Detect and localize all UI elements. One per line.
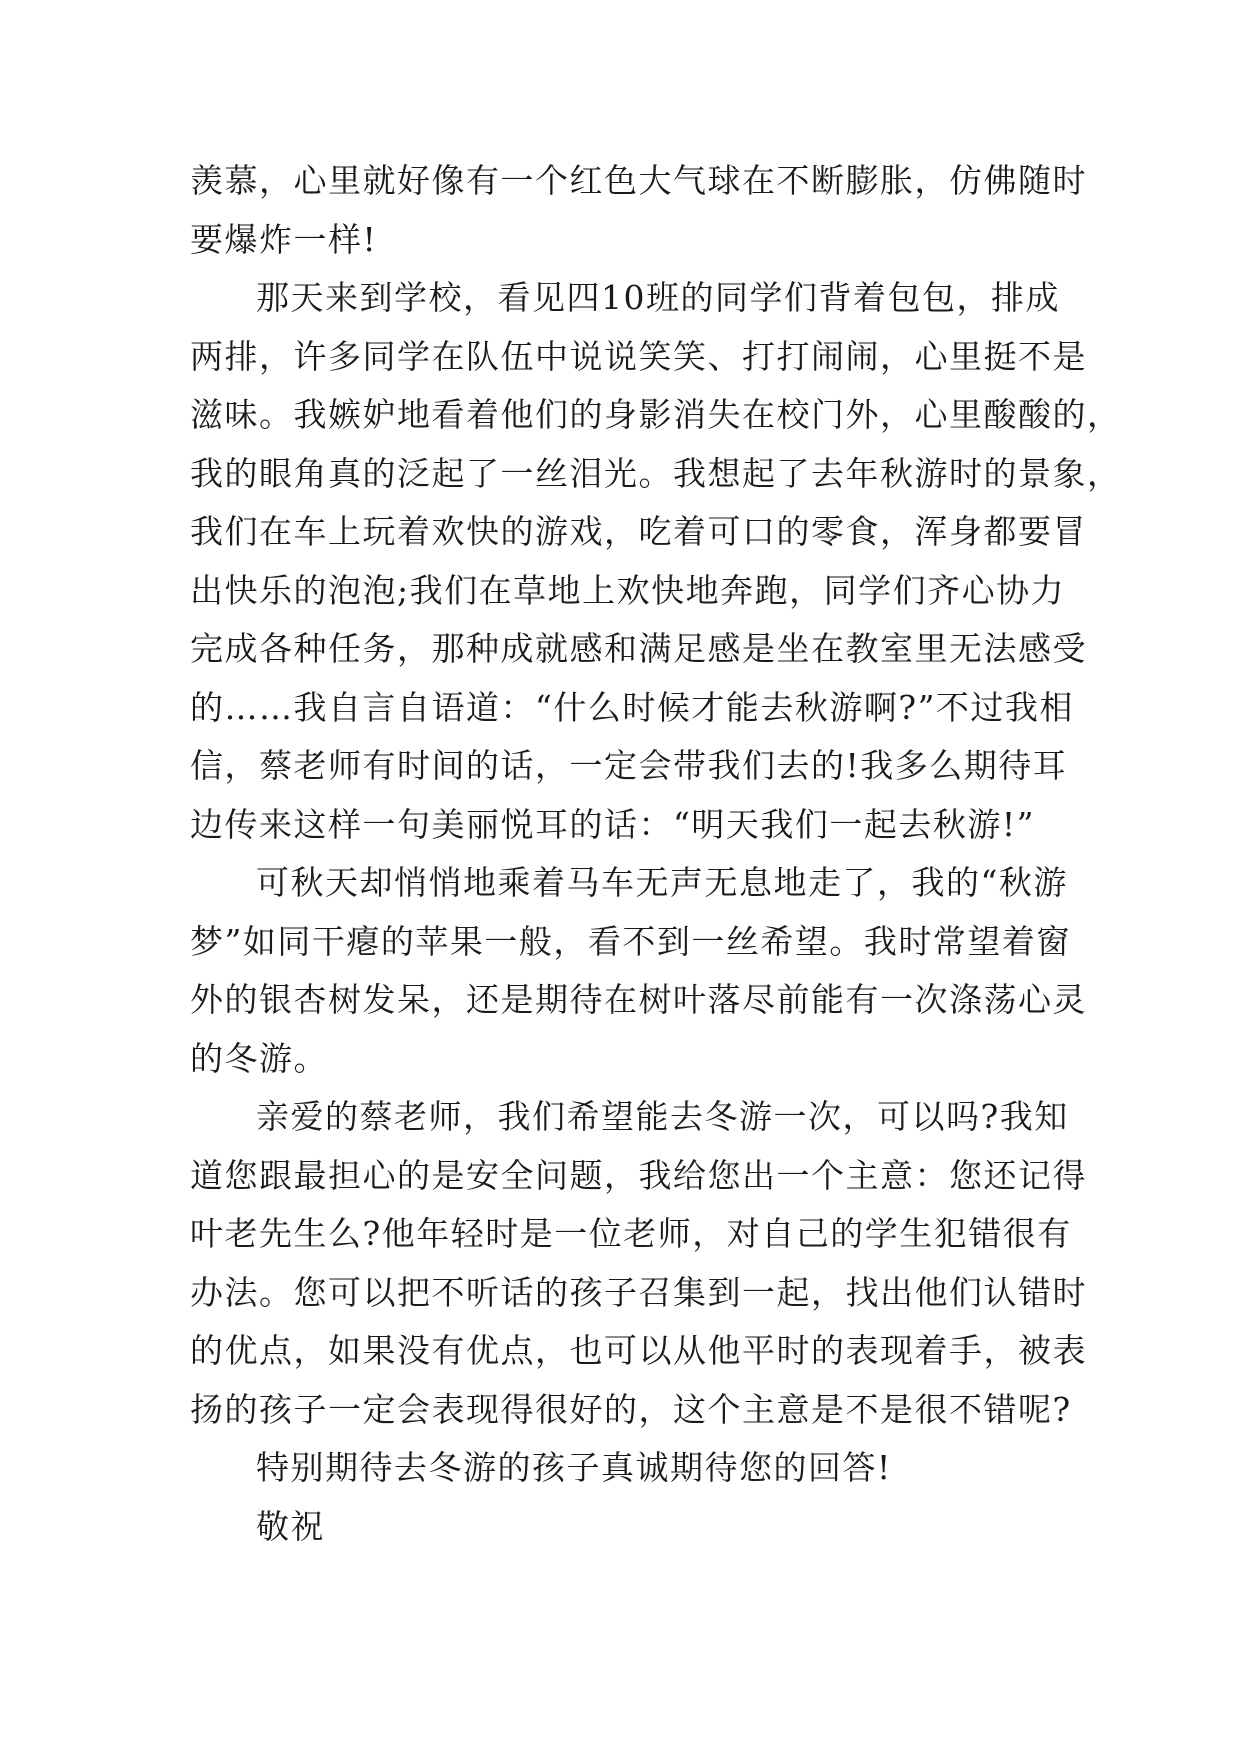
text-line: 扬的孩子一定会表现得很好的，这个主意是不是很不错呢? (190, 1389, 1072, 1429)
text-line: 叶老先生么?他年轻时是一位老师，对自己的学生犯错很有 (190, 1214, 1072, 1253)
letter-body (190, 152, 1122, 1556)
text-line: 办法。您可以把不听话的孩子召集到一起，找出他们认错时 (190, 1272, 1087, 1312)
text-line: 的冬游。 (190, 1038, 328, 1078)
text-line: 特别期待去冬游的孩子真诚期待您的回答! (256, 1448, 892, 1487)
text-line: 滋味。我嫉妒地看着他们的身影消失在校门外，心里酸酸的， (190, 395, 1122, 434)
text-line: 道您跟最担心的是安全问题，我给您出一个主意：您还记得 (190, 1155, 1087, 1195)
text-line: 信，蔡老师有时间的话，一定会带我们去的!我多么期待耳 (190, 746, 1068, 785)
text-line: 可秋天却悄悄地乘着马车无声无息地走了，我的“秋游 (256, 863, 1068, 902)
text-line: 我的眼角真的泛起了一丝泪光。我想起了去年秋游时的景象， (190, 453, 1122, 493)
text-line: 梦”如同干瘪的苹果一般，看不到一丝希望。我时常望着窗 (190, 921, 1071, 961)
text-line: 羡慕，心里就好像有一个红色大气球在不断膨胀，仿佛随时 (190, 161, 1087, 200)
text-line: 外的银杏树发呆，还是期待在树叶落尽前能有一次涤荡心灵 (190, 980, 1087, 1019)
text-line: 边传来这样一句美丽悦耳的话：“明天我们一起去秋游!” (190, 804, 1036, 844)
text-line: 的优点，如果没有优点，也可以从他平时的表现着手，被表 (190, 1331, 1087, 1370)
text-line: 完成各种任务，那种成就感和满足感是坐在教室里无法感受 (190, 629, 1087, 668)
text-line: 我们在车上玩着欢快的游戏，吃着可口的零食，浑身都要冒 (190, 512, 1087, 551)
text-line: 出快乐的泡泡;我们在草地上欢快地奔跑，同学们齐心协力 (190, 570, 1066, 610)
text-line: 的……我自言自语道：“什么时候才能去秋游啊?”不过我相 (190, 687, 1074, 727)
text-line: 两排，许多同学在队伍中说说笑笑、打打闹闹，心里挺不是 (190, 336, 1087, 376)
closing-salutation: 敬祝 (256, 1506, 325, 1546)
text-line: 那天来到学校，看见四10班的同学们背着包包，排成 (256, 278, 1060, 317)
text-line: 亲爱的蔡老师，我们希望能去冬游一次，可以吗?我知 (256, 1097, 1069, 1136)
text-line: 要爆炸一样! (190, 219, 378, 259)
